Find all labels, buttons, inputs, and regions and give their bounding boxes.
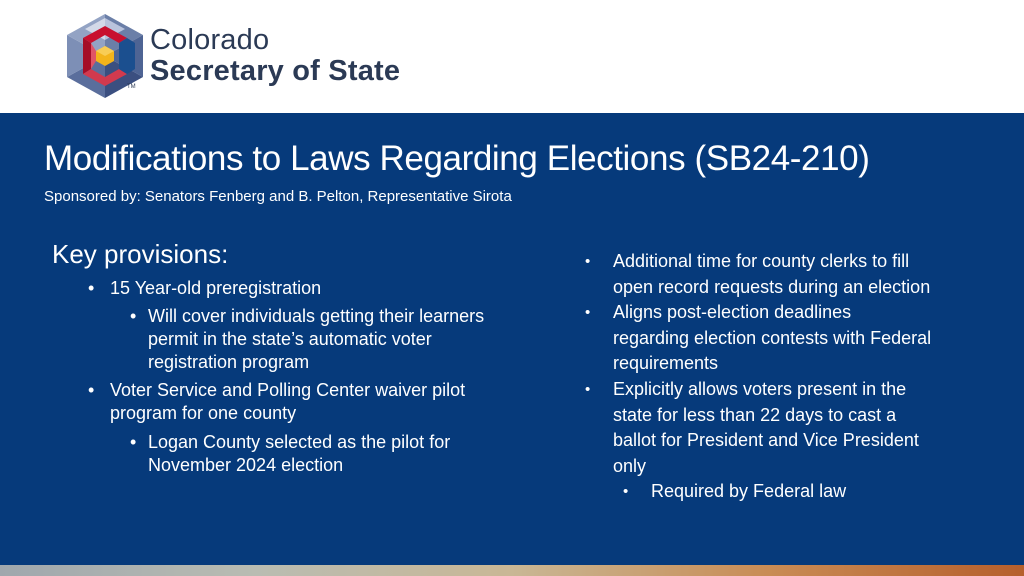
right-item-3-line-4: only — [613, 455, 647, 476]
right-item-1-line-1: Additional time for county clerks to fill — [613, 251, 910, 271]
left-item-2-line-2: program for one county — [110, 403, 297, 423]
left-item-1a-line-2: permit in the state’s automatic voter — [148, 329, 432, 349]
left-item-2 — [110, 379, 465, 425]
logo-title-line1: Colorado — [150, 24, 270, 56]
left-item-2a-line-1: Logan County selected as the pilot for — [148, 432, 451, 452]
left-item-2a — [148, 431, 450, 477]
left-bullet-1a: • — [130, 306, 137, 326]
right-item-3-line-3: ballot for President and Vice President — [613, 430, 919, 450]
slide-title: Modifications to Laws Regarding Elections (SB24-210) — [44, 139, 870, 178]
right-item-1 — [613, 249, 930, 300]
right-item-2-line-3: requirements — [613, 353, 719, 373]
left-bullet-2: • — [88, 380, 95, 400]
right-item-3a — [651, 479, 846, 505]
right-item-3-line-1: Explicitly allows voters present in the — [613, 379, 907, 399]
header — [0, 0, 1024, 113]
logo-title-line2: Secretary of State — [150, 55, 401, 87]
key-provisions-heading: Key provisions: — [52, 239, 229, 269]
left-item-1a — [148, 305, 484, 374]
left-item-1a-line-3: registration program — [148, 352, 310, 372]
right-item-3-line-2: state for less than 22 days to cast a — [613, 404, 897, 425]
left-item-1a-line-1: Will cover individuals getting their learners — [148, 306, 485, 326]
right-item-2 — [613, 300, 931, 377]
right-bullet-3a: • — [623, 483, 629, 500]
right-item-1-line-2: open record requests during an election — [613, 276, 931, 297]
right-bullet-1: • — [585, 253, 591, 270]
left-item-2-line-1: Voter Service and Polling Center waiver pilot — [110, 380, 466, 400]
footer-color-bar — [0, 565, 1024, 576]
left-item-2a-line-2: November 2024 election — [148, 455, 344, 475]
trademark-mark: TM — [127, 84, 136, 90]
slide-subtitle: Sponsored by: Senators Fenberg and B. Pelton, Representative Sirota — [44, 188, 512, 205]
left-bullet-1: • — [88, 278, 95, 298]
left-bullet-2a: • — [130, 432, 137, 452]
right-bullet-2: • — [585, 304, 591, 321]
right-bullet-3: • — [585, 381, 591, 398]
left-item-1 — [110, 277, 321, 300]
right-item-2-line-2: regarding election contests with Federal — [613, 327, 932, 348]
right-item-3a-line-1: Required by Federal law — [651, 481, 847, 501]
left-item-1-line-1: 15 Year-old preregistration — [110, 278, 322, 298]
right-item-3 — [613, 377, 919, 479]
right-item-2-line-1: Aligns post-election deadlines — [613, 302, 852, 322]
slide-body — [0, 113, 1024, 565]
